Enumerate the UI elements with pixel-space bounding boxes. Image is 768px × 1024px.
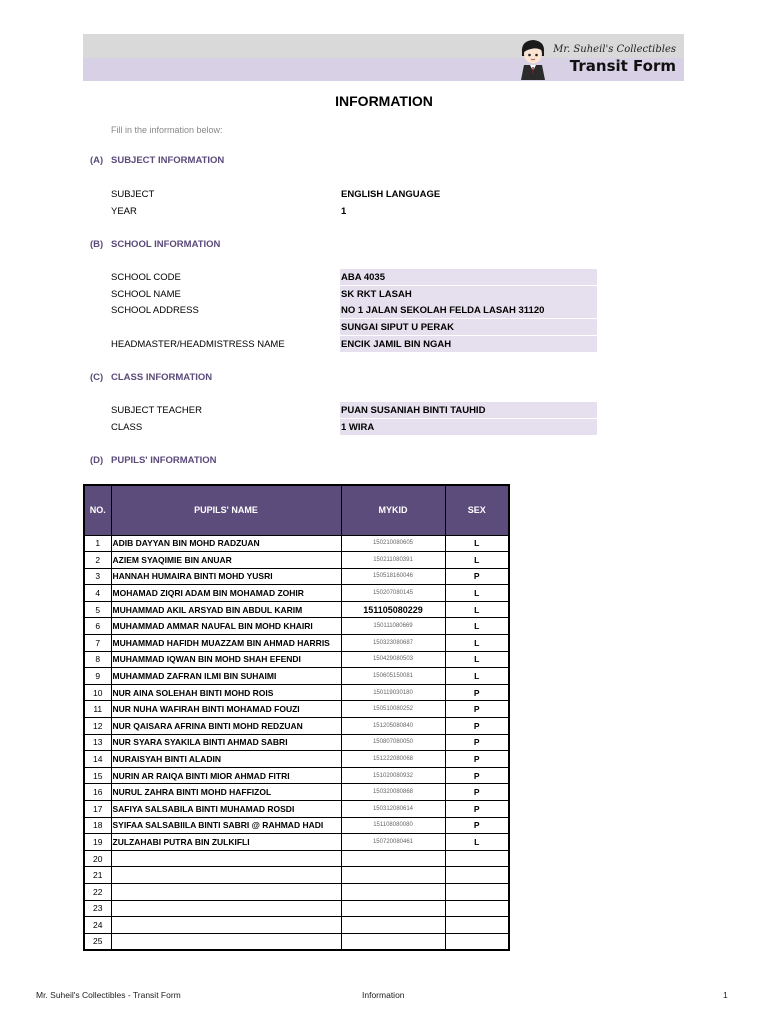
cell-sex[interactable]: L — [445, 834, 509, 851]
cell-no: 6 — [84, 618, 111, 635]
cell-mykid[interactable]: 150207080145 — [341, 585, 445, 602]
cell-sex[interactable] — [445, 900, 509, 917]
field-label: SCHOOL CODE — [111, 272, 181, 283]
cell-sex[interactable] — [445, 883, 509, 900]
field-value[interactable]: ABA 4035 — [340, 269, 597, 285]
cell-mykid[interactable]: 151105080229 — [341, 601, 445, 618]
cell-name[interactable]: HANNAH HUMAIRA BINTI MOHD YUSRI — [111, 568, 341, 585]
cell-sex[interactable] — [445, 917, 509, 934]
cell-name[interactable] — [111, 850, 341, 867]
cell-sex[interactable]: L — [445, 552, 509, 569]
cell-no: 8 — [84, 651, 111, 668]
header-banner — [83, 34, 684, 81]
table-row — [84, 867, 509, 884]
field-value[interactable]: ENCIK JAMIL BIN NGAH — [340, 336, 597, 352]
field-value[interactable]: PUAN SUSANIAH BINTI TAUHID — [340, 402, 597, 418]
cell-sex[interactable] — [445, 850, 509, 867]
cell-mykid[interactable]: 150210080605 — [341, 535, 445, 552]
cell-name[interactable]: MOHAMAD ZIQRI ADAM BIN MOHAMAD ZOHIR — [111, 585, 341, 602]
cell-sex[interactable]: P — [445, 701, 509, 718]
field-value[interactable]: 1 — [341, 206, 347, 217]
table-row — [84, 535, 509, 552]
field-label: SCHOOL NAME — [111, 289, 181, 300]
table-body — [84, 535, 509, 950]
table-row — [84, 684, 509, 701]
cell-name[interactable]: ZULZAHABI PUTRA BIN ZULKIFLI — [111, 834, 341, 851]
cell-no: 17 — [84, 801, 111, 818]
cell-sex[interactable]: L — [445, 651, 509, 668]
cell-mykid[interactable]: 151205080840 — [341, 718, 445, 735]
cell-no: 4 — [84, 585, 111, 602]
field-label: SCHOOL ADDRESS — [111, 305, 199, 316]
cell-mykid[interactable]: 151222080068 — [341, 751, 445, 768]
cell-name[interactable]: NUR QAISARA AFRINA BINTI MOHD REDZUAN — [111, 718, 341, 735]
field-label: CLASS — [111, 422, 143, 433]
cell-no: 11 — [84, 701, 111, 718]
cell-mykid[interactable]: 150119030180 — [341, 684, 445, 701]
cell-name[interactable]: MUHAMMAD ZAFRAN ILMI BIN SUHAIMI — [111, 668, 341, 685]
table-row — [84, 784, 509, 801]
cell-mykid[interactable]: 150211080391 — [341, 552, 445, 569]
cell-mykid[interactable]: 150720080461 — [341, 834, 445, 851]
field-year — [111, 203, 597, 219]
cell-name[interactable] — [111, 933, 341, 950]
table-row — [84, 618, 509, 635]
field-label: SUBJECT — [111, 189, 155, 200]
table-row — [84, 552, 509, 569]
cell-name[interactable] — [111, 867, 341, 884]
table-row — [84, 701, 509, 718]
cell-name[interactable]: SYIFAA SALSABIILA BINTI SABRI @ RAHMAD HADI — [111, 817, 341, 834]
section-title: SCHOOL INFORMATION — [111, 239, 221, 250]
header-sex: SEX — [445, 485, 509, 535]
cell-mykid[interactable]: 150807080050 — [341, 734, 445, 751]
cell-name[interactable] — [111, 917, 341, 934]
page-title: INFORMATION — [335, 93, 433, 109]
section-title: CLASS INFORMATION — [111, 372, 213, 383]
table-row — [84, 601, 509, 618]
table-row — [84, 767, 509, 784]
field-school-code — [111, 269, 597, 285]
cell-mykid[interactable]: 150510080252 — [341, 701, 445, 718]
cell-no: 19 — [84, 834, 111, 851]
field-headmaster — [111, 336, 597, 352]
cell-name[interactable]: MUHAMMAD AMMAR NAUFAL BIN MOHD KHAIRI — [111, 618, 341, 635]
cell-name[interactable]: NURAISYAH BINTI ALADIN — [111, 751, 341, 768]
table-header-row — [84, 485, 509, 535]
avatar-icon — [517, 38, 549, 80]
cell-no: 13 — [84, 734, 111, 751]
footer-left: Mr. Suheil's Collectibles - Transit Form — [36, 990, 181, 1000]
cell-sex[interactable]: L — [445, 585, 509, 602]
cell-name[interactable]: ADIB DAYYAN BIN MOHD RADZUAN — [111, 535, 341, 552]
table-row — [84, 834, 509, 851]
cell-name[interactable]: NURUL ZAHRA BINTI MOHD HAFFIZOL — [111, 784, 341, 801]
cell-no: 14 — [84, 751, 111, 768]
table-row — [84, 668, 509, 685]
field-value[interactable]: SUNGAI SIPUT U PERAK — [340, 319, 597, 335]
cell-name[interactable]: MUHAMMAD AKIL ARSYAD BIN ABDUL KARIM — [111, 601, 341, 618]
cell-mykid[interactable]: 150111080669 — [341, 618, 445, 635]
cell-mykid[interactable] — [341, 883, 445, 900]
instruction-text: Fill in the information below: — [111, 125, 223, 135]
cell-name[interactable]: NUR NUHA WAFIRAH BINTI MOHAMAD FOUZI — [111, 701, 341, 718]
cell-name[interactable]: NURIN AR RAIQA BINTI MIOR AHMAD FITRI — [111, 767, 341, 784]
field-label: SUBJECT TEACHER — [111, 405, 202, 416]
cell-sex[interactable]: P — [445, 767, 509, 784]
cell-no: 16 — [84, 784, 111, 801]
table-row — [84, 917, 509, 934]
table-row — [84, 850, 509, 867]
cell-sex[interactable]: L — [445, 601, 509, 618]
cell-sex[interactable]: P — [445, 801, 509, 818]
cell-sex[interactable]: L — [445, 618, 509, 635]
cell-no: 21 — [84, 867, 111, 884]
header-no: NO. — [84, 485, 111, 535]
field-subject — [111, 186, 597, 202]
cell-sex[interactable]: P — [445, 568, 509, 585]
cell-sex[interactable]: L — [445, 635, 509, 652]
field-label: YEAR — [111, 206, 137, 217]
brand-script-text: Mr. Suheil's Collectibles — [553, 43, 676, 55]
field-value[interactable]: 1 WIRA — [340, 419, 597, 435]
header-mykid: MYKID — [341, 485, 445, 535]
cell-sex[interactable]: L — [445, 535, 509, 552]
table-row — [84, 585, 509, 602]
field-label: HEADMASTER/HEADMISTRESS NAME — [111, 339, 285, 350]
cell-sex[interactable]: P — [445, 817, 509, 834]
section-letter: (A) — [90, 155, 104, 166]
section-title: PUPILS' INFORMATION — [111, 455, 217, 466]
table-row — [84, 900, 509, 917]
cell-no: 5 — [84, 601, 111, 618]
brand-logo — [517, 38, 676, 80]
cell-no: 7 — [84, 635, 111, 652]
cell-mykid[interactable]: 150605150081 — [341, 668, 445, 685]
cell-no: 2 — [84, 552, 111, 569]
table-row — [84, 933, 509, 950]
cell-no: 12 — [84, 718, 111, 735]
cell-name[interactable]: SAFIYA SALSABILA BINTI MUHAMAD ROSDI — [111, 801, 341, 818]
cell-sex[interactable] — [445, 867, 509, 884]
cell-mykid[interactable]: 151020080932 — [341, 767, 445, 784]
field-value[interactable]: NO 1 JALAN SEKOLAH FELDA LASAH 31120 — [340, 302, 597, 318]
cell-sex[interactable]: P — [445, 734, 509, 751]
cell-sex[interactable]: P — [445, 784, 509, 801]
cell-no: 9 — [84, 668, 111, 685]
field-subject-teacher — [111, 402, 597, 418]
form-title: Transit Form — [569, 56, 676, 75]
header-name: PUPILS' NAME — [111, 485, 341, 535]
cell-mykid[interactable]: 150312080614 — [341, 801, 445, 818]
cell-no: 15 — [84, 767, 111, 784]
field-class — [111, 419, 597, 435]
cell-no: 20 — [84, 850, 111, 867]
field-school-address-line2 — [111, 319, 597, 335]
cell-mykid[interactable]: 150320080868 — [341, 784, 445, 801]
cell-no: 10 — [84, 684, 111, 701]
cell-name[interactable] — [111, 900, 341, 917]
table-row — [84, 635, 509, 652]
table-row — [84, 817, 509, 834]
cell-name[interactable]: MUHAMMAD IQWAN BIN MOHD SHAH EFENDI — [111, 651, 341, 668]
cell-no: 23 — [84, 900, 111, 917]
section-letter: (C) — [90, 372, 104, 383]
cell-sex[interactable]: P — [445, 718, 509, 735]
table-row — [84, 734, 509, 751]
field-value[interactable]: ENGLISH LANGUAGE — [341, 189, 441, 200]
cell-no: 18 — [84, 817, 111, 834]
cell-no: 3 — [84, 568, 111, 585]
cell-mykid[interactable]: 150323080687 — [341, 635, 445, 652]
cell-sex[interactable]: P — [445, 751, 509, 768]
table-row — [84, 651, 509, 668]
pupils-table — [83, 484, 510, 951]
field-value[interactable]: SK RKT LASAH — [340, 286, 597, 302]
cell-mykid[interactable] — [341, 850, 445, 867]
cell-sex[interactable]: L — [445, 668, 509, 685]
cell-name[interactable]: AZIEM SYAQIMIE BIN ANUAR — [111, 552, 341, 569]
cell-mykid[interactable]: 151108080080 — [341, 817, 445, 834]
cell-name[interactable]: MUHAMMAD HAFIDH MUAZZAM BIN AHMAD HARRIS — [111, 635, 341, 652]
cell-mykid[interactable] — [341, 867, 445, 884]
table-row — [84, 718, 509, 735]
table-row — [84, 751, 509, 768]
cell-mykid[interactable] — [341, 933, 445, 950]
section-letter: (B) — [90, 239, 104, 250]
cell-mykid[interactable]: 150429080503 — [341, 651, 445, 668]
cell-no: 24 — [84, 917, 111, 934]
section-title: SUBJECT INFORMATION — [111, 155, 225, 166]
footer-center: Information — [362, 990, 405, 1000]
cell-mykid[interactable] — [341, 917, 445, 934]
cell-name[interactable] — [111, 883, 341, 900]
field-school-address — [111, 302, 597, 318]
table-row — [84, 883, 509, 900]
table-row — [84, 568, 509, 585]
footer-page-number: 1 — [723, 990, 728, 1000]
table-row — [84, 801, 509, 818]
cell-mykid[interactable]: 150518160046 — [341, 568, 445, 585]
section-letter: (D) — [90, 455, 104, 466]
cell-no: 22 — [84, 883, 111, 900]
cell-no: 25 — [84, 933, 111, 950]
cell-no: 1 — [84, 535, 111, 552]
cell-name[interactable]: NUR AINA SOLEHAH BINTI MOHD ROIS — [111, 684, 341, 701]
cell-sex[interactable]: P — [445, 684, 509, 701]
field-school-name — [111, 286, 597, 302]
cell-mykid[interactable] — [341, 900, 445, 917]
cell-name[interactable]: NUR SYARA SYAKILA BINTI AHMAD SABRI — [111, 734, 341, 751]
cell-sex[interactable] — [445, 933, 509, 950]
